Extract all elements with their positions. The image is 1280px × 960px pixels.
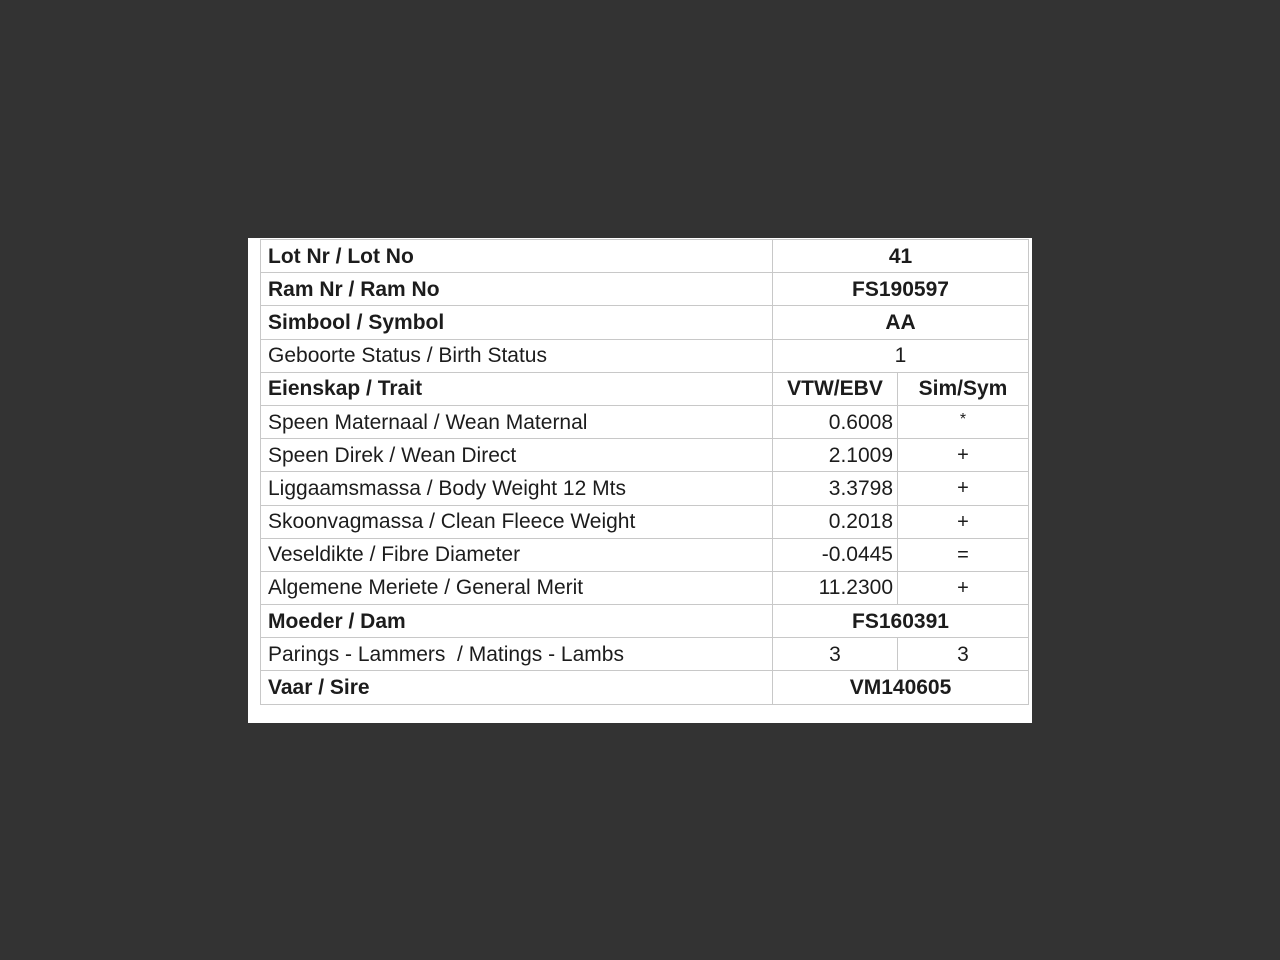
lot-info-card (248, 238, 1032, 723)
birth-status-label: Geboorte Status / Birth Status (261, 339, 773, 372)
trait-sym: + (898, 571, 1029, 604)
table-row (261, 439, 1029, 472)
lambs-value: 3 (898, 638, 1029, 671)
table-row (261, 605, 1029, 638)
trait-name: Skoonvagmassa / Clean Fleece Weight (261, 505, 773, 538)
matings-value: 3 (773, 638, 898, 671)
ram-details-table (260, 239, 1029, 705)
table-row (261, 306, 1029, 339)
sire-label: Vaar / Sire (261, 671, 773, 704)
sire-value: VM140605 (773, 671, 1029, 704)
table-row (261, 638, 1029, 671)
trait-name: Liggaamsmassa / Body Weight 12 Mts (261, 472, 773, 505)
trait-name: Speen Maternaal / Wean Maternal (261, 405, 773, 438)
table-row (261, 273, 1029, 306)
ebv-header: VTW/EBV (773, 372, 898, 405)
trait-sym: + (898, 505, 1029, 538)
trait-ebv: 11.2300 (773, 571, 898, 604)
table-row (261, 505, 1029, 538)
table-row (261, 405, 1029, 438)
trait-ebv: 0.6008 (773, 405, 898, 438)
table-row (261, 671, 1029, 704)
trait-sym: = (898, 538, 1029, 571)
table-row (261, 372, 1029, 405)
table-row (261, 339, 1029, 372)
lot-label: Lot Nr / Lot No (261, 240, 773, 273)
sym-header: Sim/Sym (898, 372, 1029, 405)
trait-sym: * (959, 410, 967, 428)
symbol-label: Simbool / Symbol (261, 306, 773, 339)
table-row (261, 571, 1029, 604)
trait-sym: + (898, 472, 1029, 505)
trait-ebv: 3.3798 (773, 472, 898, 505)
trait-ebv: 2.1009 (773, 439, 898, 472)
lot-value: 41 (773, 240, 1029, 273)
table-row (261, 472, 1029, 505)
table-row (261, 240, 1029, 273)
trait-ebv: -0.0445 (773, 538, 898, 571)
trait-name: Algemene Meriete / General Merit (261, 571, 773, 604)
trait-name: Speen Direk / Wean Direct (261, 439, 773, 472)
trait-ebv: 0.2018 (773, 505, 898, 538)
ram-value: FS190597 (773, 273, 1029, 306)
symbol-value: AA (773, 306, 1029, 339)
dam-label: Moeder / Dam (261, 605, 773, 638)
trait-sym: + (898, 439, 1029, 472)
birth-status-value: 1 (773, 339, 1029, 372)
trait-header-label: Eienskap / Trait (261, 372, 773, 405)
trait-sym-cell (898, 405, 1029, 438)
trait-name: Veseldikte / Fibre Diameter (261, 538, 773, 571)
dam-value: FS160391 (773, 605, 1029, 638)
matings-label: Parings - Lammers / Matings - Lambs (261, 638, 773, 671)
table-row (261, 538, 1029, 571)
ram-label: Ram Nr / Ram No (261, 273, 773, 306)
